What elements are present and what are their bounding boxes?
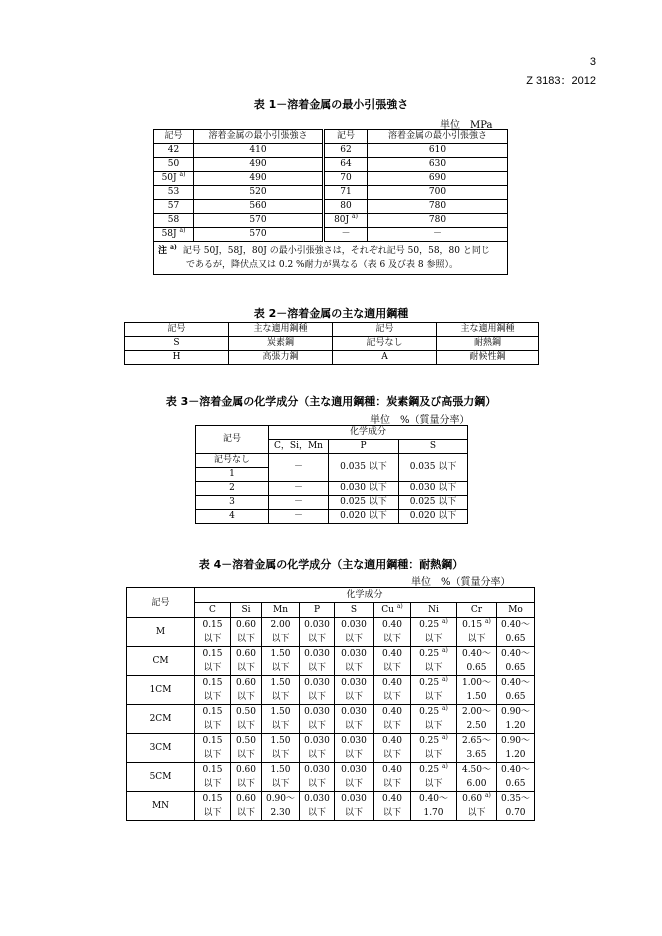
table4-cell: 以下 (231, 806, 262, 821)
table1-cell: 780 (368, 200, 508, 214)
table4-cell: 0.40 (374, 647, 411, 662)
table4-cell: 0.030 (300, 676, 335, 691)
table4-cell: 以下 (262, 777, 300, 792)
table1-cell: － (324, 228, 368, 242)
table1-title: 表 1－溶着金属の最小引張強さ (253, 98, 409, 111)
table4-cell: 以下 (335, 777, 374, 792)
table4-header-row (127, 588, 535, 603)
table4-cell: 以下 (300, 690, 335, 705)
table4-cell: 0.030 (335, 763, 374, 778)
table3-row (196, 454, 468, 468)
table4-cell: 0.65 (497, 632, 535, 647)
table1-cell: 50 (154, 158, 194, 172)
table1-cell: 490 (194, 158, 324, 172)
table4-column-header: Si (231, 603, 262, 618)
table4-cell: 0.030 (300, 618, 335, 633)
table1-cell: 53 (154, 186, 194, 200)
table2-cell: 炭素鋼 (229, 337, 333, 351)
table3-cell: 0.030 以下 (399, 482, 468, 496)
table1-cell: 780 (368, 214, 508, 228)
table4-cell: 以下 (411, 632, 457, 647)
table4-row (127, 705, 535, 720)
table4-cell: 0.70 (497, 806, 535, 821)
table4-cell: 0.030 (300, 647, 335, 662)
table3-header-symbol: 記号 (196, 426, 269, 454)
table4-cell: 以下 (374, 777, 411, 792)
table4-column-header: C (195, 603, 231, 618)
table4-symbol: M (127, 618, 195, 647)
table2-header-cell: 主な適用鋼種 (229, 323, 333, 337)
table4-cell: 0.25 $^{a)}$ (411, 705, 457, 720)
table4-cell: 以下 (231, 777, 262, 792)
table4-cell: 0.15 (195, 763, 231, 778)
table4-cell: 2.65～ (457, 734, 497, 749)
table4-cell: 2.00～ (457, 705, 497, 720)
table4-cell: 以下 (411, 661, 457, 676)
table1-cell: 520 (194, 186, 324, 200)
table4-cell: 0.35～ (497, 792, 535, 807)
table4-cell: 0.25 $^{a)}$ (411, 647, 457, 662)
table4-cell: 0.030 (335, 647, 374, 662)
table4-cell: 1.50 (262, 647, 300, 662)
table2-header-cell: 記号 (125, 323, 229, 337)
table3-symbol: 3 (196, 496, 269, 510)
table4-row (127, 618, 535, 633)
table4-cell: 0.15 (195, 647, 231, 662)
table4-cell: 以下 (335, 719, 374, 734)
table4-column-header: Mn (262, 603, 300, 618)
table4-cell: 0.40 (374, 792, 411, 807)
table4-cell: 0.15 (195, 734, 231, 749)
table4-cell: 0.030 (335, 618, 374, 633)
table1 (153, 129, 508, 275)
table4-title: 表 4－溶着金属の化学成分（主な適用鋼種：耐熱鋼） (198, 558, 464, 571)
table4-cell: 以下 (231, 632, 262, 647)
table1-note (154, 242, 508, 275)
table2-header-cell: 主な適用鋼種 (437, 323, 539, 337)
table4-cell: 0.40 (374, 705, 411, 720)
table4-cell: 0.030 (335, 705, 374, 720)
table4-cell: 0.030 (335, 676, 374, 691)
table4-header-symbol: 記号 (127, 588, 195, 618)
table2-cell: A (333, 351, 437, 365)
table1-cell: 490 (194, 172, 324, 186)
table1-cell: 410 (194, 144, 324, 158)
table3-column-header: S (399, 440, 468, 454)
table4-cell: 以下 (457, 806, 497, 821)
table4-symbol: 2CM (127, 705, 195, 734)
table4-cell: 0.25 $^{a)}$ (411, 676, 457, 691)
table4-cell: 1.50 (262, 734, 300, 749)
table4-row (127, 792, 535, 807)
table4-cell: 以下 (335, 690, 374, 705)
table4 (126, 587, 535, 821)
table4-cell: 2.50 (457, 719, 497, 734)
table4-cell: 以下 (300, 719, 335, 734)
table4-cell: 0.60 (231, 792, 262, 807)
table3-symbol: 記号なし (196, 454, 269, 468)
table4-cell: 0.65 (497, 690, 535, 705)
table4-cell: 0.030 (335, 792, 374, 807)
standard-number: Z 3183：2012 (526, 75, 596, 87)
table4-column-header: P (300, 603, 335, 618)
table4-cell: 以下 (262, 661, 300, 676)
table1-cell: 630 (368, 158, 508, 172)
table4-cell: 以下 (195, 661, 231, 676)
table1-cell: 80 (324, 200, 368, 214)
table4-cell: 0.60 (231, 618, 262, 633)
table1-cell: 71 (324, 186, 368, 200)
table1-note-label: 注 $^{a)}$ (158, 244, 177, 256)
table1-cell: 560 (194, 200, 324, 214)
table4-cell: 以下 (300, 777, 335, 792)
table4-cell: 0.50 (231, 705, 262, 720)
table2-cell: 高張力鋼 (229, 351, 333, 365)
table1-row (154, 158, 508, 172)
table4-cell: 0.60 (231, 676, 262, 691)
table4-cell: 1.20 (497, 748, 535, 763)
table4-cell: 0.65 (497, 661, 535, 676)
table1-cell: 42 (154, 144, 194, 158)
table1-cell: 70 (324, 172, 368, 186)
table4-cell: 1.50 (457, 690, 497, 705)
table4-column-header: Cu $^{a)}$ (374, 603, 411, 618)
table4-cell: 4.50～ (457, 763, 497, 778)
table4-cell: 0.40 (374, 763, 411, 778)
table4-cell: 0.90～ (497, 705, 535, 720)
table3-symbol: 2 (196, 482, 269, 496)
table4-cell: 0.030 (300, 792, 335, 807)
table4-cell: 0.60 $^{a)}$ (457, 792, 497, 807)
table4-cell: 0.15 (195, 705, 231, 720)
table2-header-row (125, 323, 539, 337)
table1-header-cell: 溶着金属の最小引張強さ (368, 130, 508, 144)
table4-cell: 0.40 (374, 618, 411, 633)
table4-cell: 1.70 (411, 806, 457, 821)
table1-cell: 58J $^{a)}$ (154, 228, 194, 242)
table3-header-row (196, 426, 468, 440)
table3-cell: 0.025 以下 (329, 496, 399, 510)
table3-column-header: C，Si，Mn (269, 440, 329, 454)
table3-symbol: 1 (196, 468, 269, 482)
table1-cell: － (368, 228, 508, 242)
table1-header-row (154, 130, 508, 144)
table4-cell: 0.15 $^{a)}$ (457, 618, 497, 633)
table3-cell: － (269, 496, 329, 510)
table4-cell: 以下 (195, 719, 231, 734)
table4-column-header: Ni (411, 603, 457, 618)
table1-cell: 610 (368, 144, 508, 158)
table4-symbol: MN (127, 792, 195, 821)
table1-row (154, 186, 508, 200)
table1-row (154, 200, 508, 214)
table4-cell: 0.40～ (457, 647, 497, 662)
table4-cell: 1.50 (262, 705, 300, 720)
table1-note-row (154, 242, 508, 275)
table4-cell: 以下 (262, 690, 300, 705)
table4-cell: 以下 (335, 806, 374, 821)
table1-cell: 50J $^{a)}$ (154, 172, 194, 186)
table1-note-line1: 記号 50J，58J，80J の最小引張強さは，それぞれ記号 50，58，80 と同じ (182, 246, 490, 256)
table1-cell: 700 (368, 186, 508, 200)
table4-column-header: S (335, 603, 374, 618)
table1-cell: 57 (154, 200, 194, 214)
table2-header-cell: 記号 (333, 323, 437, 337)
table2-cell: S (125, 337, 229, 351)
table1-cell: 570 (194, 214, 324, 228)
table4-cell: 0.40～ (411, 792, 457, 807)
table4-cell: 以下 (195, 690, 231, 705)
table4-cell: 以下 (411, 719, 457, 734)
table1-header-cell: 記号 (324, 130, 368, 144)
table3-cell: 0.030 以下 (329, 482, 399, 496)
table1-unit: 単位 MPa (440, 120, 493, 131)
table4-cell: 以下 (300, 632, 335, 647)
table1-cell: 690 (368, 172, 508, 186)
table2-row (125, 351, 539, 365)
table4-cell: 3.65 (457, 748, 497, 763)
table4-cell: 2.00 (262, 618, 300, 633)
table4-cell: 以下 (457, 632, 497, 647)
table4-header-group: 化学成分 (195, 588, 535, 603)
table3-cell: － (269, 510, 329, 524)
table2-cell: H (125, 351, 229, 365)
table4-cell: 6.00 (457, 777, 497, 792)
table2-cell: 記号なし (333, 337, 437, 351)
table4-symbol: 3CM (127, 734, 195, 763)
table4-cell: 以下 (231, 748, 262, 763)
table4-cell: 以下 (335, 661, 374, 676)
table4-cell: 0.90～ (497, 734, 535, 749)
table3-header-group: 化学成分 (269, 426, 468, 440)
table4-cell: 0.40～ (497, 647, 535, 662)
table4-cell: 0.40 (374, 734, 411, 749)
table1-header-cell: 溶着金属の最小引張強さ (194, 130, 324, 144)
table4-cell: 0.25 $^{a)}$ (411, 734, 457, 749)
table3 (195, 425, 468, 524)
table4-cell: 0.030 (300, 734, 335, 749)
table4-column-header: Cr (457, 603, 497, 618)
table4-cell: 0.40～ (497, 763, 535, 778)
table3-cell: 0.035 以下 (399, 454, 468, 482)
table4-cell: 以下 (231, 690, 262, 705)
page-number: 3 (589, 56, 596, 68)
table4-cell: 0.15 (195, 792, 231, 807)
table4-cell: 以下 (300, 661, 335, 676)
table4-cell: 以下 (335, 748, 374, 763)
table4-cell: 1.00～ (457, 676, 497, 691)
table4-cell: 0.030 (335, 734, 374, 749)
table4-cell: 2.30 (262, 806, 300, 821)
table4-cell: 0.90～ (262, 792, 300, 807)
table1-row (154, 144, 508, 158)
table4-cell: 以下 (374, 661, 411, 676)
table4-cell: 以下 (231, 719, 262, 734)
table1-row (154, 172, 508, 186)
table4-cell: 以下 (411, 777, 457, 792)
table3-cell: 0.020 以下 (329, 510, 399, 524)
table4-symbol: 1CM (127, 676, 195, 705)
table4-cell: 以下 (374, 632, 411, 647)
table1-row (154, 228, 508, 242)
table4-cell: 0.40～ (497, 676, 535, 691)
table3-cell: － (269, 454, 329, 482)
table3-unit: 単位 %（質量分率） (370, 415, 470, 426)
table4-unit: 単位 %（質量分率） (411, 577, 511, 588)
table3-column-header: P (329, 440, 399, 454)
table1-cell: 570 (194, 228, 324, 242)
table2-cell: 耐候性鋼 (437, 351, 539, 365)
table4-cell: 0.40～ (497, 618, 535, 633)
table4-cell: 0.60 (231, 647, 262, 662)
table4-cell: 以下 (195, 806, 231, 821)
table4-cell: 0.65 (497, 777, 535, 792)
table4-cell: 以下 (411, 748, 457, 763)
table4-cell: 0.50 (231, 734, 262, 749)
table4-cell: 以下 (300, 806, 335, 821)
table4-cell: 以下 (374, 806, 411, 821)
table4-cell: 以下 (231, 661, 262, 676)
table4-cell: 以下 (195, 632, 231, 647)
table4-row (127, 676, 535, 691)
table3-symbol: 4 (196, 510, 269, 524)
table4-cell: 0.15 (195, 618, 231, 633)
table4-cell: 0.25 $^{a)}$ (411, 618, 457, 633)
table2-row (125, 337, 539, 351)
table4-row (127, 734, 535, 749)
table4-cell: 以下 (262, 719, 300, 734)
table4-cell: 以下 (195, 777, 231, 792)
table3-cell: 0.020 以下 (399, 510, 468, 524)
table4-row (127, 647, 535, 662)
table1-note-line2: であるが，降伏点又は 0.2 %耐力が異なる（表 6 及び表 8 参照）。 (186, 260, 458, 270)
table3-cell: 0.035 以下 (329, 454, 399, 482)
table3-row (196, 510, 468, 524)
table4-cell: 0.60 (231, 763, 262, 778)
table4-cell: 1.50 (262, 676, 300, 691)
table1-cell: 80J $^{a)}$ (324, 214, 368, 228)
table1-cell: 58 (154, 214, 194, 228)
table4-cell: 以下 (374, 690, 411, 705)
table4-cell: 以下 (262, 748, 300, 763)
table4-cell: 以下 (374, 748, 411, 763)
table2 (124, 322, 539, 365)
table1-cell: 64 (324, 158, 368, 172)
table2-cell: 耐熱鋼 (437, 337, 539, 351)
table4-cell: 以下 (262, 632, 300, 647)
table3-row (196, 482, 468, 496)
table4-cell: 0.65 (457, 661, 497, 676)
table4-cell: 以下 (411, 690, 457, 705)
table4-cell: 0.15 (195, 676, 231, 691)
table4-column-header: Mo (497, 603, 535, 618)
table1-row (154, 214, 508, 228)
table4-cell: 0.25 $^{a)}$ (411, 763, 457, 778)
table4-cell: 以下 (374, 719, 411, 734)
table4-cell: 0.030 (300, 705, 335, 720)
table3-cell: － (269, 482, 329, 496)
table3-cell: 0.025 以下 (399, 496, 468, 510)
table4-symbol: 5CM (127, 763, 195, 792)
table4-cell: 0.030 (300, 763, 335, 778)
table3-row (196, 496, 468, 510)
table4-cell: 1.50 (262, 763, 300, 778)
table1-cell: 62 (324, 144, 368, 158)
table4-cell: 以下 (335, 632, 374, 647)
table4-cell: 1.20 (497, 719, 535, 734)
table4-row (127, 763, 535, 778)
table4-cell: 以下 (300, 748, 335, 763)
table4-cell: 0.40 (374, 676, 411, 691)
table3-title: 表 3－溶着金属の化学成分（主な適用鋼種：炭素鋼及び高張力鋼） (165, 395, 497, 408)
table1-header-cell: 記号 (154, 130, 194, 144)
table4-cell: 以下 (195, 748, 231, 763)
table4-symbol: CM (127, 647, 195, 676)
table2-title: 表 2－溶着金属の主な適用鋼種 (253, 307, 409, 320)
